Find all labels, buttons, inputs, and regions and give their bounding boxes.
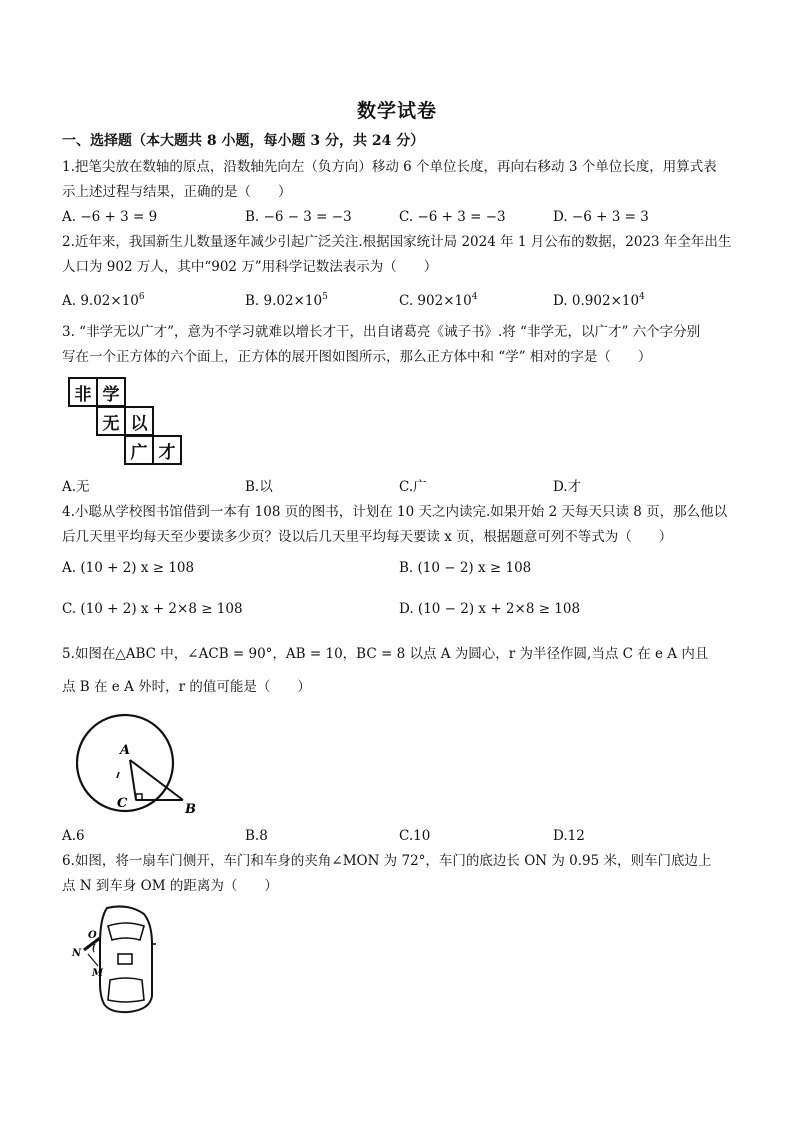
question-2-text-cont: 人口为 902 万人，其中“902 万”用科学记数法表示为（ ） (62, 259, 438, 275)
angle-arc (93, 944, 95, 952)
question-3-text-cont: 写在一个正方体的六个面上，正方体的展开图如图所示，那么正方体中和 “学” 相对的字是（ ） (62, 349, 652, 365)
q1-option-b: B. −6 − 3 = −3 (245, 209, 352, 225)
segment-ac (130, 760, 136, 800)
question-4-text: 4.小聪从学校图书馆借到一本有 108 页的图书，计划在 10 天之内读完.如果开始 2 天每天只读 8 页，那么他以 (62, 504, 728, 520)
question-4-text-cont: 后几天里平均每天至少要读多少页？设以后几天里平均每天要读 x 页，根据题意可列不等式为（ ） (62, 529, 673, 545)
windshield (108, 923, 144, 940)
label-a: A (120, 743, 131, 758)
distance-line (88, 954, 98, 966)
q2-option-c: C. $902\times 10^4$ (399, 292, 478, 309)
q4-option-a: A. (10 + 2) x ≥ 108 (62, 560, 195, 576)
q5-option-c: C.10 (399, 828, 431, 844)
q5-option-d: D.12 (553, 828, 585, 844)
q1-option-d: D. −6 + 3 = 3 (553, 209, 649, 225)
label-n: N (72, 948, 82, 959)
q5-option-a: A.6 (62, 828, 85, 844)
net-cell: 非 (68, 377, 98, 407)
q3-option-b: B.以 (245, 479, 273, 495)
question-6-text: 6.如图，将一扇车门侧开，车门和车身的夹角∠MON 为 72°，车门的底边长 ON 为 0.95 米，则车门底边上 (62, 853, 712, 869)
question-2-text: 2.近年来，我国新生儿数量逐年减少引起广泛关注.根据国家统计局 2024 年 1 月公布的数据，2023 年全年出生 (62, 234, 732, 250)
net-cell: 广 (124, 435, 154, 465)
page-title: 数学试卷 (356, 100, 437, 122)
circle-triangle-figure (76, 712, 206, 814)
q4-option-b: B. (10 − 2) x ≥ 108 (399, 560, 532, 576)
q1-option-c: C. −6 + 3 = −3 (399, 209, 506, 225)
section-heading: 一、选择题（本大题共 8 小题，每小题 3 分，共 24 分） (62, 133, 425, 149)
q3-option-d: D.才 (553, 479, 582, 495)
question-6-text-cont: 点 N 到车身 OM 的距离为（ ） (62, 878, 278, 894)
cube-net-figure (68, 377, 188, 467)
q1-option-a: A. −6 + 3 = 9 (62, 209, 158, 225)
question-1-text-cont: 示上述过程与结果，正确的是（ ） (62, 184, 292, 200)
rear-window (108, 978, 144, 1002)
q3-option-c: C.广 (399, 479, 427, 495)
question-3-text: 3. “非学无以广才”，意为不学习就难以增长才干，出自诸葛亮《诫子书》.将 “非学无，以广才” 六个字分别 (62, 324, 701, 340)
radius-tick (117, 772, 119, 778)
label-c: C (117, 796, 128, 811)
label-b: B (185, 802, 196, 814)
net-cell: 学 (96, 377, 126, 407)
q4-option-d: D. (10 − 2) x + 2×8 ≥ 108 (399, 601, 581, 617)
q2-option-d: D. $0.902\times 10^4$ (553, 292, 645, 309)
car-door-figure (70, 904, 160, 1016)
question-1-text: 1.把笔尖放在数轴的原点，沿数轴先向左（负方向）移动 6 个单位长度，再向右移动 3 个单位长度，用算式表 (62, 159, 717, 175)
q2-option-a: A. $9.02\times 10^6$ (62, 292, 145, 309)
q2-option-b: B. $9.02\times 10^5$ (245, 292, 328, 309)
question-5-text-cont: 点 B 在 e A 外时，r 的值可能是（ ） (62, 679, 311, 695)
roof-panel (118, 954, 132, 964)
q5-option-b: B.8 (245, 828, 268, 844)
net-cell: 无 (96, 406, 126, 436)
label-o: O (88, 930, 97, 941)
q4-option-c: C. (10 + 2) x + 2×8 ≥ 108 (62, 601, 243, 617)
net-cell: 才 (152, 435, 182, 465)
question-5-text: 5.如图在△ABC 中，∠ACB = 90°，AB = 10，BC = 8 以点 A 为圆心，r 为半径作圆,当点 C 在 e A 内且 (62, 646, 709, 662)
net-cell: 以 (124, 406, 154, 436)
label-m: M (92, 968, 104, 979)
q3-option-a: A.无 (62, 479, 90, 495)
